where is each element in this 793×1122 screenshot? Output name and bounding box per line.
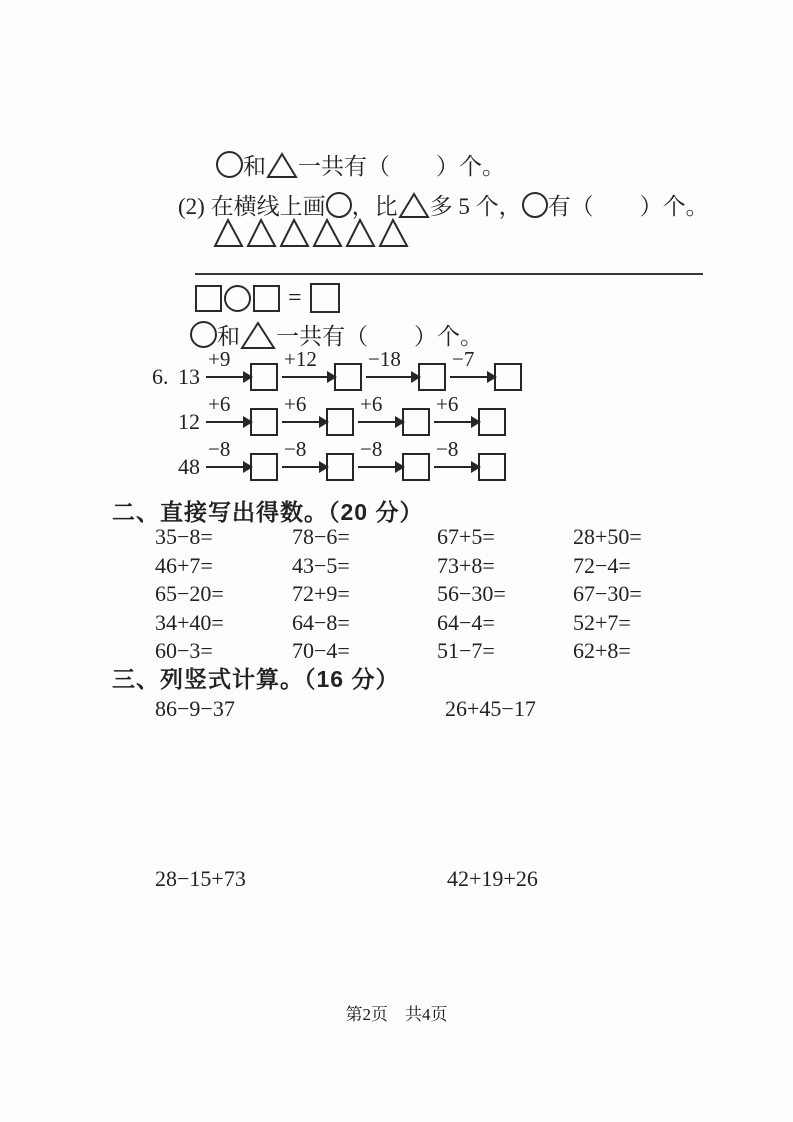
triangle-shape <box>246 218 277 248</box>
calc-item: 46+7= <box>155 552 213 578</box>
circle-shape <box>190 321 217 348</box>
instruction-text: 多 5 个， <box>429 194 522 219</box>
arrow-icon <box>282 437 320 468</box>
instruction-text: (2) 在横线上画 <box>178 194 326 219</box>
answer-box <box>402 408 430 436</box>
square-shape <box>310 283 340 313</box>
answer-box <box>326 408 354 436</box>
operation-label: −18 <box>368 347 401 371</box>
answer-box <box>326 453 354 481</box>
vertical-calc-expression: 28−15+73 <box>155 866 246 891</box>
answer-box <box>478 453 506 481</box>
chain-calculation-row <box>152 437 506 494</box>
answer-box <box>478 408 506 436</box>
calc-item: 72+9= <box>292 581 350 606</box>
calc-item: 70−4= <box>292 638 350 663</box>
triangle-shape <box>213 218 244 248</box>
triangle-shape <box>240 320 276 350</box>
count-line-text: 和 <box>243 154 266 179</box>
answer-box <box>494 363 522 391</box>
circle-shape <box>216 151 243 178</box>
calc-item: 28+50= <box>573 524 642 549</box>
section-three-title: 三、列竖式计算。（16 分） <box>112 666 400 692</box>
triangle-shape <box>345 218 376 248</box>
calc-item: 43−5= <box>292 552 350 578</box>
count-question-line-top <box>216 148 505 181</box>
circle-shape <box>224 285 251 312</box>
answer-box <box>250 363 278 391</box>
calc-item: 73+8= <box>437 552 495 578</box>
vertical-calc-expression: 26+45−17 <box>445 696 536 721</box>
arrow-icon <box>282 347 328 378</box>
square-shape <box>195 285 222 312</box>
instruction-text: 有（ ）个。 <box>547 194 709 219</box>
arrow-icon <box>358 437 396 468</box>
calc-item: 67+5= <box>437 524 495 549</box>
operation-label: −7 <box>452 347 475 371</box>
problem-number: 6. <box>152 364 169 389</box>
vertical-calc-expression: 42+19+26 <box>447 866 538 891</box>
answer-box <box>418 363 446 391</box>
operation-label: +6 <box>284 392 307 416</box>
operation-label: +12 <box>284 347 317 371</box>
operation-label: +6 <box>208 392 231 416</box>
chain-start-value: 48 <box>178 454 200 479</box>
arrow-icon <box>434 437 472 468</box>
chain-start-value: 13 <box>178 364 200 389</box>
arrow-icon <box>206 347 244 378</box>
operation-label: −8 <box>436 437 459 461</box>
operation-label: −8 <box>208 437 231 461</box>
quick-calc-grid <box>155 524 683 667</box>
chain-start-value: 12 <box>178 409 200 434</box>
equals-sign: = <box>288 284 302 311</box>
circle-shape <box>326 192 352 218</box>
section-two-title: 二、直接写出得数。（20 分） <box>112 499 424 525</box>
triangle-row <box>213 218 409 248</box>
calc-item: 51−7= <box>437 638 495 663</box>
square-shape <box>253 285 280 312</box>
arrow-icon <box>206 392 244 423</box>
answer-ruling-line <box>195 273 703 275</box>
triangle-shape <box>398 191 430 219</box>
operation-label: +6 <box>436 392 459 416</box>
arrow-icon <box>450 347 488 378</box>
instruction-text: ，比 <box>351 194 398 219</box>
calc-item: 67−30= <box>573 581 642 606</box>
calc-item: 56−30= <box>437 581 506 606</box>
circle-shape <box>522 192 548 218</box>
draw-instruction-line <box>178 188 709 221</box>
calc-item: 64−4= <box>437 609 495 635</box>
count-line-text: 一共有（ ）个。 <box>276 324 483 349</box>
triangle-shape <box>378 218 409 248</box>
triangle-shape <box>312 218 343 248</box>
calc-item: 78−6= <box>292 524 350 549</box>
count-line-text: 一共有（ ）个。 <box>298 154 505 179</box>
triangle-shape <box>266 151 298 179</box>
arrow-icon <box>206 437 244 468</box>
calc-item: 72−4= <box>573 552 631 578</box>
operation-label: +9 <box>208 347 231 371</box>
calc-item: 34+40= <box>155 609 224 635</box>
calc-item: 65−20= <box>155 581 224 606</box>
calc-item: 64−8= <box>292 609 350 635</box>
vertical-calc-expression: 86−9−37 <box>155 696 235 721</box>
arrow-icon <box>282 392 320 423</box>
arrow-icon <box>358 392 396 423</box>
answer-box <box>402 453 430 481</box>
operation-label: +6 <box>360 392 383 416</box>
count-line-text: 和 <box>217 324 240 349</box>
arrow-icon <box>366 347 412 378</box>
page-number: 第2页 共4页 <box>345 1005 448 1024</box>
equation-line <box>195 283 340 313</box>
answer-box <box>334 363 362 391</box>
answer-box <box>250 453 278 481</box>
arrow-icon <box>434 392 472 423</box>
calc-item: 52+7= <box>573 609 631 635</box>
count-question-line-bottom <box>190 318 483 351</box>
answer-box <box>250 408 278 436</box>
calc-item: 60−3= <box>155 638 213 663</box>
triangle-shape <box>279 218 310 248</box>
operation-label: −8 <box>284 437 307 461</box>
operation-label: −8 <box>360 437 383 461</box>
calc-item: 62+8= <box>573 638 631 663</box>
calc-item: 35−8= <box>155 524 213 549</box>
